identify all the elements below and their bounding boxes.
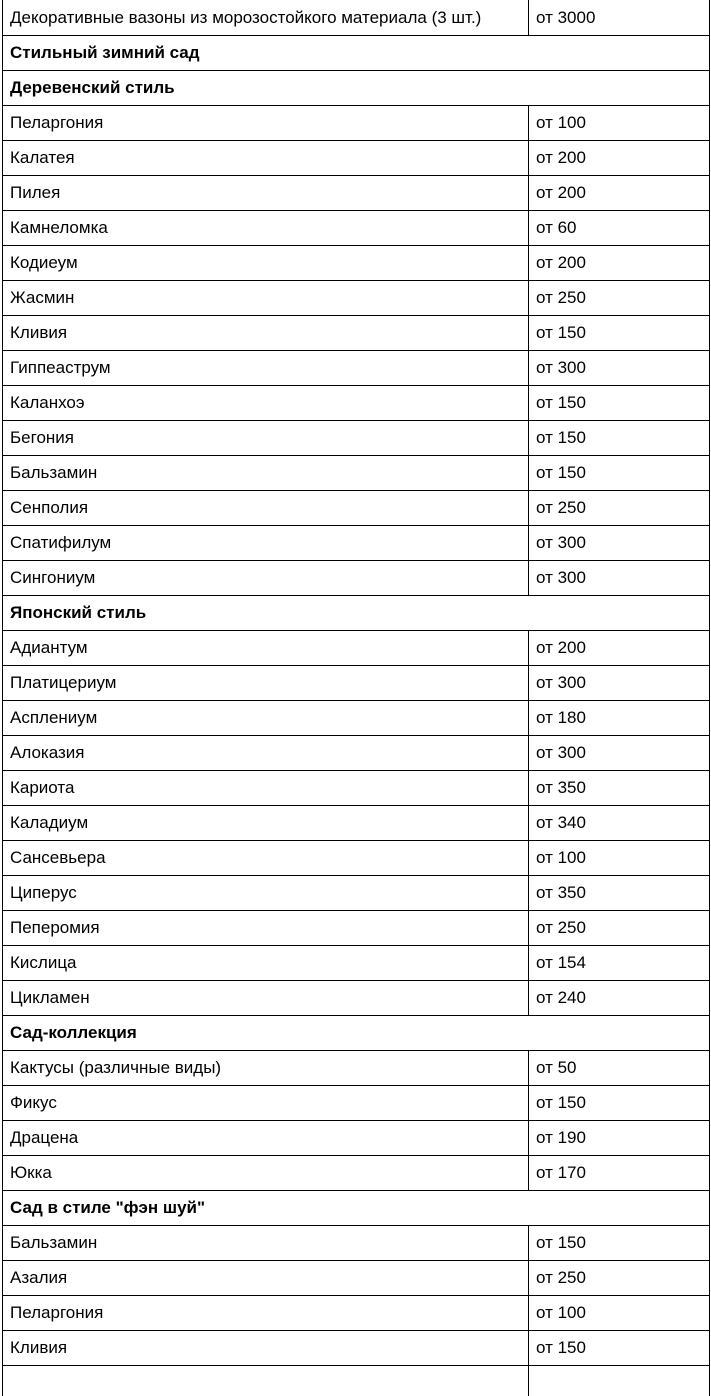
table-row [3, 1261, 710, 1296]
item-name-cell: Каладиум [3, 806, 529, 841]
item-name-cell: Кливия [3, 1331, 529, 1366]
table-row [3, 176, 710, 211]
item-price-cell: от 3000 [529, 0, 710, 36]
table-row [3, 946, 710, 981]
table-row [3, 1156, 710, 1191]
item-name-cell: Бегония [3, 421, 529, 456]
item-name-cell: Юкка [3, 1156, 529, 1191]
item-price-cell: от 170 [529, 1156, 710, 1191]
item-name-cell: Циперус [3, 876, 529, 911]
item-price-cell: от 240 [529, 981, 710, 1016]
table-row [3, 1051, 710, 1086]
item-price-cell: от 50 [529, 1051, 710, 1086]
table-row [3, 246, 710, 281]
item-price-cell: от 100 [529, 106, 710, 141]
table-row [3, 316, 710, 351]
table-row [3, 106, 710, 141]
item-name-cell: Каланхоэ [3, 386, 529, 421]
section-title: Деревенский стиль [3, 71, 710, 106]
item-name-cell: Кактусы (различные виды) [3, 1051, 529, 1086]
table-row [3, 1226, 710, 1261]
table-row [3, 0, 710, 36]
item-name-cell: Камнеломка [3, 211, 529, 246]
section-header-row [3, 1191, 710, 1226]
item-name-cell: Сенполия [3, 491, 529, 526]
item-name-cell: Декоративные вазоны из морозостойкого материала (3 шт.) [3, 0, 529, 36]
table-row [3, 806, 710, 841]
table-row [3, 1086, 710, 1121]
item-name-cell: Кодиеум [3, 246, 529, 281]
item-name-cell: Пеперомия [3, 911, 529, 946]
section-title: Стильный зимний сад [3, 36, 710, 71]
item-name-cell: Бальзамин [3, 1226, 529, 1261]
item-price-cell: от 154 [529, 946, 710, 981]
table-row [3, 841, 710, 876]
table-row [3, 421, 710, 456]
item-price-cell: от 300 [529, 526, 710, 561]
section-header-row [3, 36, 710, 71]
item-price-cell: от 350 [529, 771, 710, 806]
item-price-cell: от 350 [529, 876, 710, 911]
section-header-row [3, 71, 710, 106]
item-price-cell: от 150 [529, 456, 710, 491]
table-row [3, 1331, 710, 1366]
table-row [3, 211, 710, 246]
table-row [3, 141, 710, 176]
price-table [2, 0, 710, 1396]
item-price-cell: от 200 [529, 631, 710, 666]
item-price-cell: от 150 [529, 421, 710, 456]
item-price-cell: от 150 [529, 1086, 710, 1121]
item-price-cell: от 250 [529, 911, 710, 946]
table-row [3, 771, 710, 806]
item-price-cell: от 300 [529, 351, 710, 386]
table-row [3, 281, 710, 316]
item-price-cell: от 150 [529, 386, 710, 421]
table-row [3, 351, 710, 386]
item-name-cell: Азалия [3, 1261, 529, 1296]
section-header-row [3, 596, 710, 631]
table-row [3, 491, 710, 526]
item-price-cell: от 180 [529, 701, 710, 736]
item-name-cell: Кариота [3, 771, 529, 806]
table-row [3, 1366, 710, 1396]
item-name-cell [3, 1366, 529, 1396]
table-row [3, 1121, 710, 1156]
section-title: Сад в стиле "фэн шуй" [3, 1191, 710, 1226]
item-name-cell: Бальзамин [3, 456, 529, 491]
item-price-cell: от 100 [529, 1296, 710, 1331]
price-table-body [3, 0, 710, 1396]
item-price-cell: от 150 [529, 316, 710, 351]
item-price-cell: от 200 [529, 246, 710, 281]
item-name-cell: Сансевьера [3, 841, 529, 876]
item-name-cell: Адиантум [3, 631, 529, 666]
item-name-cell: Платицериум [3, 666, 529, 701]
item-name-cell: Алоказия [3, 736, 529, 771]
item-price-cell: от 190 [529, 1121, 710, 1156]
table-row [3, 631, 710, 666]
table-row [3, 526, 710, 561]
item-name-cell: Драцена [3, 1121, 529, 1156]
item-price-cell: от 100 [529, 841, 710, 876]
item-price-cell [529, 1366, 710, 1396]
table-row [3, 876, 710, 911]
item-name-cell: Кислица [3, 946, 529, 981]
item-name-cell: Спатифилум [3, 526, 529, 561]
table-row [3, 981, 710, 1016]
table-row [3, 911, 710, 946]
item-price-cell: от 200 [529, 176, 710, 211]
item-price-cell: от 250 [529, 1261, 710, 1296]
item-price-cell: от 60 [529, 211, 710, 246]
item-name-cell: Пеларгония [3, 1296, 529, 1331]
item-price-cell: от 300 [529, 666, 710, 701]
item-price-cell: от 300 [529, 561, 710, 596]
section-title: Сад-коллекция [3, 1016, 710, 1051]
table-row [3, 456, 710, 491]
table-row [3, 1296, 710, 1331]
item-price-cell: от 300 [529, 736, 710, 771]
item-price-cell: от 150 [529, 1226, 710, 1261]
table-row [3, 386, 710, 421]
item-name-cell: Пеларгония [3, 106, 529, 141]
table-row [3, 561, 710, 596]
item-name-cell: Кливия [3, 316, 529, 351]
table-row [3, 736, 710, 771]
item-name-cell: Фикус [3, 1086, 529, 1121]
item-name-cell: Гиппеаструм [3, 351, 529, 386]
section-header-row [3, 1016, 710, 1051]
item-name-cell: Сингониум [3, 561, 529, 596]
item-price-cell: от 250 [529, 281, 710, 316]
item-name-cell: Асплениум [3, 701, 529, 736]
item-name-cell: Цикламен [3, 981, 529, 1016]
item-name-cell: Калатея [3, 141, 529, 176]
item-name-cell: Жасмин [3, 281, 529, 316]
table-row [3, 666, 710, 701]
item-price-cell: от 150 [529, 1331, 710, 1366]
item-price-cell: от 340 [529, 806, 710, 841]
table-row [3, 701, 710, 736]
item-price-cell: от 250 [529, 491, 710, 526]
section-title: Японский стиль [3, 596, 710, 631]
item-name-cell: Пилея [3, 176, 529, 211]
item-price-cell: от 200 [529, 141, 710, 176]
